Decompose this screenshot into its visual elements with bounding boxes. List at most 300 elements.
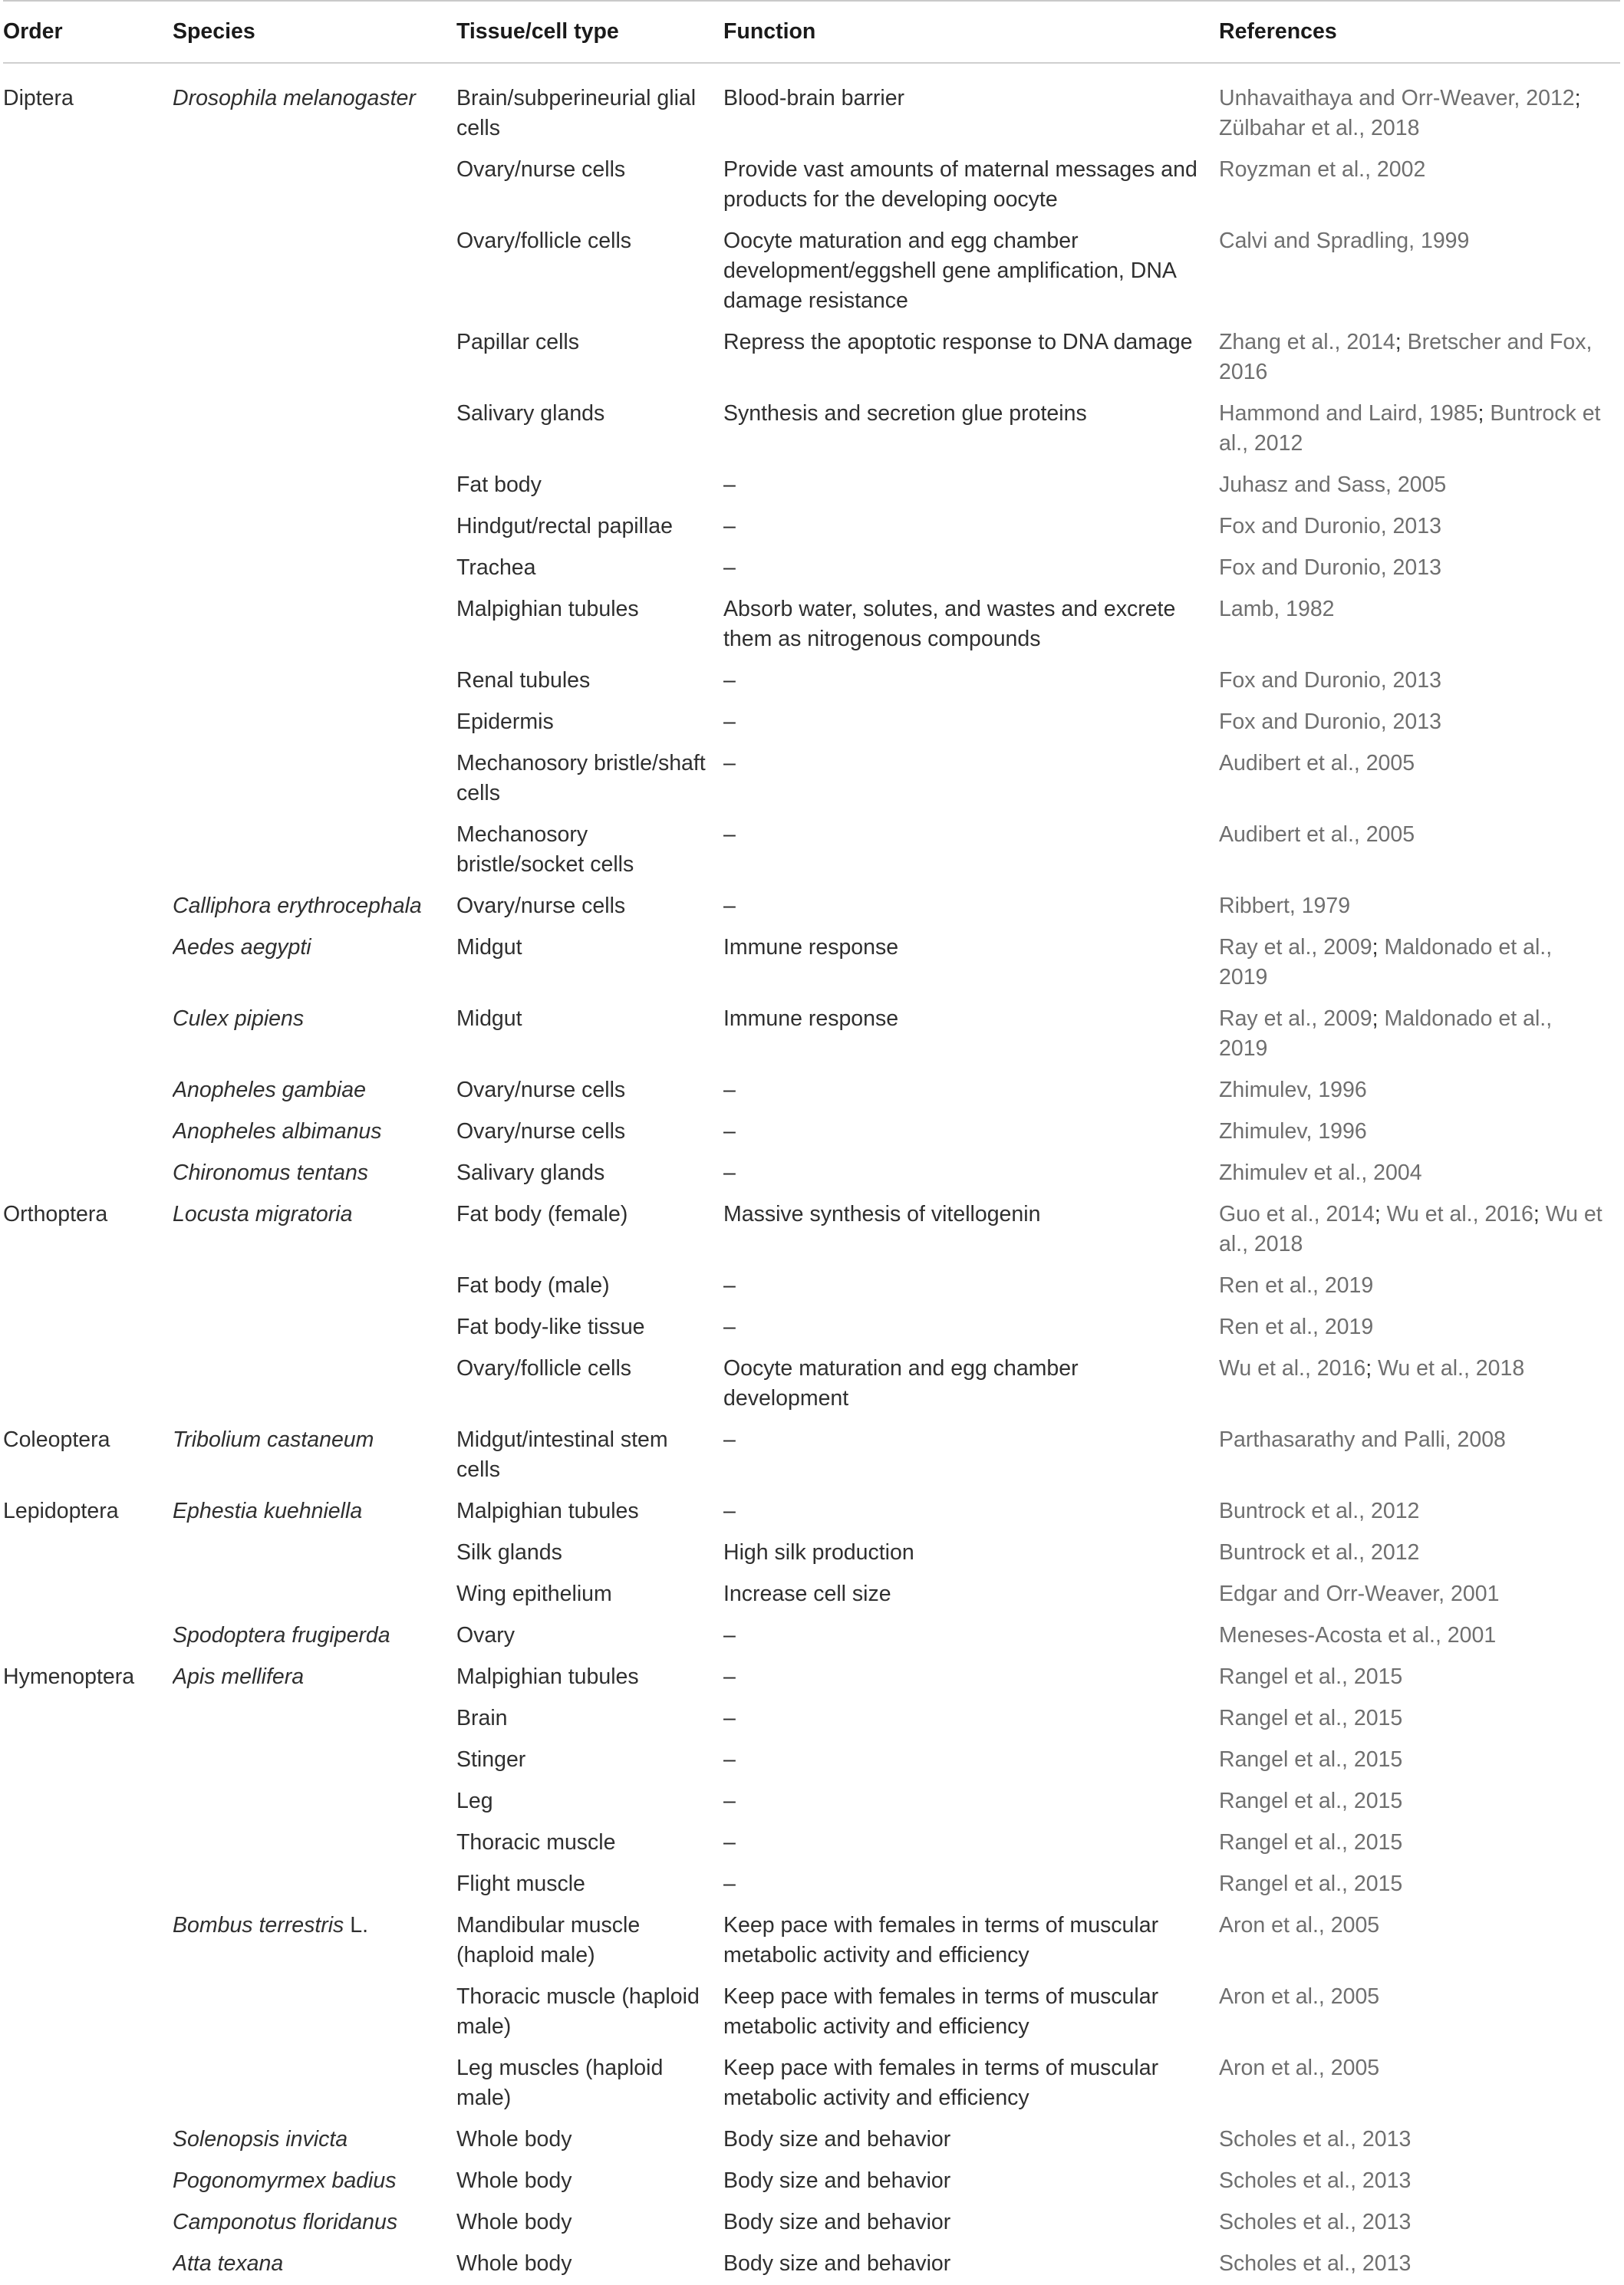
species-cell xyxy=(173,1781,456,1822)
order-cell xyxy=(3,1698,173,1740)
function-cell: Immune response xyxy=(723,1006,899,1031)
table-row xyxy=(3,1822,1620,1864)
references-cell xyxy=(1219,2202,1620,2244)
references-cell xyxy=(1219,1111,1620,1153)
species-cell xyxy=(173,2119,456,2161)
tissue-cell: Malpighian tubules xyxy=(456,1499,639,1523)
table-row xyxy=(3,1615,1620,1657)
reference-link[interactable]: Wu et al., 2016 xyxy=(1219,1356,1366,1381)
table-row xyxy=(3,1111,1620,1153)
tissue-cell: Whole body xyxy=(456,2251,572,2276)
species-cell xyxy=(173,743,456,815)
table-row xyxy=(3,1977,1620,2048)
table-row xyxy=(3,1864,1620,1905)
species-name: Ephestia kuehniella xyxy=(173,1499,363,1523)
tissue-cell: Whole body xyxy=(456,2168,572,2193)
table-row xyxy=(3,465,1620,506)
tissue-cell: Malpighian tubules xyxy=(456,597,639,621)
reference-link[interactable]: Parthasarathy and Palli, 2008 xyxy=(1219,1427,1506,1452)
reference-link[interactable]: Wu et al., 2018 xyxy=(1219,1202,1603,1256)
header-row xyxy=(3,1,1620,63)
data-table xyxy=(3,0,1620,2285)
reference-link[interactable]: Juhasz and Sass, 2005 xyxy=(1219,472,1447,497)
order-cell xyxy=(3,1615,173,1657)
function-cell: – xyxy=(723,1872,736,1896)
table-row xyxy=(3,1657,1620,1698)
reference-link[interactable]: Ren et al., 2019 xyxy=(1219,1315,1374,1339)
species-cell xyxy=(173,1307,456,1348)
reference-separator: ; xyxy=(1365,1356,1379,1381)
reference-link[interactable]: Fox and Duronio, 2013 xyxy=(1219,514,1441,538)
order-cell xyxy=(3,1781,173,1822)
tissue-cell: Ovary/nurse cells xyxy=(456,894,626,918)
table-row xyxy=(3,1307,1620,1348)
function-cell: – xyxy=(723,1830,736,1855)
species-name: Spodoptera frugiperda xyxy=(173,1623,390,1648)
references-cell xyxy=(1219,743,1620,815)
species-name: Bombus terrestris xyxy=(173,1913,344,1938)
function-cell: – xyxy=(723,1706,736,1730)
table-row xyxy=(3,393,1620,465)
references-cell xyxy=(1219,999,1620,1070)
references-cell xyxy=(1219,506,1620,548)
reference-link[interactable]: Rangel et al., 2015 xyxy=(1219,1872,1403,1896)
function-cell: Keep pace with females in terms of muscular metabolic activity and efficiency xyxy=(723,2056,1159,2110)
reference-link[interactable]: Edgar and Orr-Weaver, 2001 xyxy=(1219,1582,1500,1606)
reference-link[interactable]: Buntrock et al., 2012 xyxy=(1219,1540,1420,1565)
table-row xyxy=(3,815,1620,886)
species-cell xyxy=(173,1070,456,1111)
reference-link[interactable]: Royzman et al., 2002 xyxy=(1219,157,1426,182)
tissue-cell: Brain/subperineurial glial cells xyxy=(456,86,697,140)
references-cell xyxy=(1219,1657,1620,1698)
species-cell xyxy=(173,999,456,1070)
table-header xyxy=(3,1,1620,63)
function-cell: Oocyte maturation and egg chamber development xyxy=(723,1356,1079,1411)
species-cell xyxy=(173,1864,456,1905)
species-cell xyxy=(173,1740,456,1781)
references-cell xyxy=(1219,1070,1620,1111)
species-name: Culex pipiens xyxy=(173,1006,305,1031)
species-cell xyxy=(173,589,456,660)
tissue-cell: Trachea xyxy=(456,555,536,580)
reference-separator: ; xyxy=(1374,1202,1387,1226)
order-cell xyxy=(3,927,173,999)
order-cell xyxy=(3,1070,173,1111)
species-cell xyxy=(173,927,456,999)
table-row xyxy=(3,1266,1620,1307)
header-order: Order xyxy=(3,19,63,44)
reference-link[interactable]: Aron et al., 2005 xyxy=(1219,1913,1380,1938)
tissue-cell: Ovary/nurse cells xyxy=(456,1078,626,1102)
reference-link[interactable]: Scholes et al., 2013 xyxy=(1219,2251,1412,2276)
function-cell: – xyxy=(723,822,736,847)
table-row xyxy=(3,1153,1620,1194)
tissue-cell: Fat body xyxy=(456,472,542,497)
header-references: References xyxy=(1219,19,1337,44)
tissue-cell: Flight muscle xyxy=(456,1872,585,1896)
table-row xyxy=(3,221,1620,322)
reference-link[interactable]: Rangel et al., 2015 xyxy=(1219,1706,1403,1730)
function-cell: – xyxy=(723,1623,736,1648)
references-cell xyxy=(1219,1194,1620,1266)
function-cell: Provide vast amounts of maternal messages and products for the developing oocyte xyxy=(723,157,1197,212)
references-cell xyxy=(1219,63,1620,150)
table-row xyxy=(3,1491,1620,1533)
function-cell: Body size and behavior xyxy=(723,2168,951,2193)
tissue-cell: Midgut/intestinal stem cells xyxy=(456,1427,668,1482)
order-cell: Coleoptera xyxy=(3,1427,110,1452)
order-cell xyxy=(3,1740,173,1781)
species-cell xyxy=(173,506,456,548)
order-cell xyxy=(3,589,173,660)
species-name: Atta texana xyxy=(173,2251,284,2276)
table-row xyxy=(3,1420,1620,1491)
reference-link[interactable]: Maldonado et al., 2019 xyxy=(1219,935,1553,989)
function-cell: Massive synthesis of vitellogenin xyxy=(723,1202,1041,1226)
species-cell xyxy=(173,1491,456,1533)
order-cell xyxy=(3,743,173,815)
function-cell: – xyxy=(723,894,736,918)
reference-link[interactable]: Zhang et al., 2014 xyxy=(1219,330,1395,354)
reference-separator: ; xyxy=(1533,1202,1546,1226)
species-cell xyxy=(173,1420,456,1491)
tissue-cell: Stinger xyxy=(456,1747,526,1772)
tissue-cell: Fat body-like tissue xyxy=(456,1315,645,1339)
reference-link[interactable]: Rangel et al., 2015 xyxy=(1219,1789,1403,1813)
reference-link[interactable]: Hammond and Laird, 1985 xyxy=(1219,401,1478,426)
table-row xyxy=(3,1533,1620,1574)
tissue-cell: Midgut xyxy=(456,1006,522,1031)
header-tissue: Tissue/cell type xyxy=(456,19,619,44)
header-function: Function xyxy=(723,19,816,44)
reference-link[interactable]: Calvi and Spradling, 1999 xyxy=(1219,229,1470,253)
table-row xyxy=(3,2202,1620,2244)
table-row xyxy=(3,1194,1620,1266)
tissue-cell: Fat body (male) xyxy=(456,1273,610,1298)
species-name: Locusta migratoria xyxy=(173,1202,353,1226)
table-row xyxy=(3,660,1620,702)
species-cell xyxy=(173,1905,456,1977)
tissue-cell: Leg muscles (haploid male) xyxy=(456,2056,664,2110)
function-cell: Repress the apoptotic response to DNA damage xyxy=(723,330,1193,354)
species-cell xyxy=(173,886,456,927)
function-cell: Absorb water, solutes, and wastes and excrete them as nitrogenous compounds xyxy=(723,597,1176,651)
reference-link[interactable]: Aron et al., 2005 xyxy=(1219,2056,1380,2080)
species-cell xyxy=(173,660,456,702)
function-cell: – xyxy=(723,1747,736,1772)
references-cell xyxy=(1219,2048,1620,2119)
order-cell xyxy=(3,815,173,886)
tissue-cell: Wing epithelium xyxy=(456,1582,612,1606)
table-body xyxy=(3,63,1620,2285)
species-cell xyxy=(173,150,456,221)
reference-link[interactable]: Buntrock et al., 2012 xyxy=(1219,1499,1420,1523)
species-author: L. xyxy=(344,1913,368,1938)
table-row xyxy=(3,63,1620,150)
function-cell: Keep pace with females in terms of muscular metabolic activity and efficiency xyxy=(723,1984,1159,2039)
order-cell xyxy=(3,1153,173,1194)
table-row xyxy=(3,927,1620,999)
tissue-cell: Ovary xyxy=(456,1623,516,1648)
species-name: Solenopsis invicta xyxy=(173,2127,348,2152)
tissue-cell: Salivary glands xyxy=(456,1161,605,1185)
species-name: Anopheles albimanus xyxy=(173,1119,382,1144)
references-cell xyxy=(1219,1574,1620,1615)
species-cell xyxy=(173,815,456,886)
order-cell xyxy=(3,1905,173,1977)
function-cell: Body size and behavior xyxy=(723,2251,951,2276)
order-cell xyxy=(3,221,173,322)
function-cell: Immune response xyxy=(723,935,899,960)
tissue-cell: Whole body xyxy=(456,2210,572,2234)
references-cell xyxy=(1219,1533,1620,1574)
reference-link[interactable]: Wu et al., 2018 xyxy=(1378,1356,1525,1381)
references-cell xyxy=(1219,927,1620,999)
function-cell: – xyxy=(723,668,736,693)
species-cell xyxy=(173,1266,456,1307)
species-name: Chironomus tentans xyxy=(173,1161,369,1185)
header-species: Species xyxy=(173,19,255,44)
reference-link[interactable]: Scholes et al., 2013 xyxy=(1219,2127,1412,2152)
species-name: Calliphora erythrocephala xyxy=(173,894,422,918)
table-row xyxy=(3,1781,1620,1822)
references-cell xyxy=(1219,1781,1620,1822)
tissue-cell: Mechanosory bristle/shaft cells xyxy=(456,751,706,805)
references-cell xyxy=(1219,589,1620,660)
reference-link[interactable]: Ray et al., 2009 xyxy=(1219,1006,1372,1031)
tissue-cell: Malpighian tubules xyxy=(456,1664,639,1689)
species-name: Anopheles gambiae xyxy=(173,1078,366,1102)
function-cell: High silk production xyxy=(723,1540,914,1565)
reference-link[interactable]: Scholes et al., 2013 xyxy=(1219,2210,1412,2234)
references-cell xyxy=(1219,1348,1620,1420)
references-cell xyxy=(1219,702,1620,743)
reference-link[interactable]: Zülbahar et al., 2018 xyxy=(1219,116,1420,140)
species-name: Drosophila melanogaster xyxy=(173,86,416,110)
table-row xyxy=(3,1574,1620,1615)
function-cell: Body size and behavior xyxy=(723,2210,951,2234)
species-cell xyxy=(173,548,456,589)
order-cell xyxy=(3,1348,173,1420)
reference-link[interactable]: Zhimulev et al., 2004 xyxy=(1219,1161,1422,1185)
tissue-cell: Ovary/nurse cells xyxy=(456,157,626,182)
tissue-cell: Salivary glands xyxy=(456,401,605,426)
references-cell xyxy=(1219,660,1620,702)
order-cell: Hymenoptera xyxy=(3,1664,135,1689)
reference-link[interactable]: Maldonado et al., 2019 xyxy=(1219,1006,1553,1061)
reference-link[interactable]: Audibert et al., 2005 xyxy=(1219,822,1415,847)
reference-link[interactable]: Fox and Duronio, 2013 xyxy=(1219,668,1441,693)
tissue-cell: Silk glands xyxy=(456,1540,562,1565)
order-cell xyxy=(3,322,173,393)
references-cell xyxy=(1219,322,1620,393)
order-cell xyxy=(3,1822,173,1864)
tissue-cell: Renal tubules xyxy=(456,668,591,693)
references-cell xyxy=(1219,1615,1620,1657)
tissue-cell: Mechanosory bristle/socket cells xyxy=(456,822,634,877)
reference-separator: ; xyxy=(1372,1006,1385,1031)
tissue-cell: Ovary/follicle cells xyxy=(456,229,632,253)
tissue-cell: Midgut xyxy=(456,935,522,960)
species-cell xyxy=(173,1153,456,1194)
function-cell: – xyxy=(723,1273,736,1298)
function-cell: – xyxy=(723,472,736,497)
function-cell: – xyxy=(723,555,736,580)
tissue-cell: Ovary/nurse cells xyxy=(456,1119,626,1144)
order-cell xyxy=(3,2119,173,2161)
references-cell xyxy=(1219,2244,1620,2285)
order-cell xyxy=(3,393,173,465)
species-name: Apis mellifera xyxy=(173,1664,305,1689)
function-cell: – xyxy=(723,751,736,775)
species-cell xyxy=(173,1194,456,1266)
references-cell xyxy=(1219,1740,1620,1781)
function-cell: – xyxy=(723,1078,736,1102)
order-cell xyxy=(3,465,173,506)
reference-link[interactable]: Lamb, 1982 xyxy=(1219,597,1335,621)
function-cell: Keep pace with females in terms of muscular metabolic activity and efficiency xyxy=(723,1913,1159,1967)
species-cell xyxy=(173,221,456,322)
tissue-cell: Ovary/follicle cells xyxy=(456,1356,632,1381)
references-cell xyxy=(1219,1905,1620,1977)
table-row xyxy=(3,1348,1620,1420)
table-row xyxy=(3,589,1620,660)
order-cell xyxy=(3,999,173,1070)
function-cell: – xyxy=(723,1427,736,1452)
table-row xyxy=(3,1698,1620,1740)
reference-link[interactable]: Rangel et al., 2015 xyxy=(1219,1664,1403,1689)
tissue-cell: Epidermis xyxy=(456,710,554,734)
reference-separator: ; xyxy=(1477,401,1491,426)
table-row xyxy=(3,506,1620,548)
references-cell xyxy=(1219,150,1620,221)
table-row xyxy=(3,1740,1620,1781)
function-cell: – xyxy=(723,1789,736,1813)
species-name: Aedes aegypti xyxy=(173,935,311,960)
species-cell xyxy=(173,2244,456,2285)
species-cell xyxy=(173,63,456,150)
species-cell xyxy=(173,1698,456,1740)
references-cell xyxy=(1219,1420,1620,1491)
reference-link[interactable]: Ribbert, 1979 xyxy=(1219,894,1351,918)
reference-link[interactable]: Guo et al., 2014 xyxy=(1219,1202,1375,1226)
function-cell: Blood-brain barrier xyxy=(723,86,905,110)
order-cell xyxy=(3,1533,173,1574)
species-cell xyxy=(173,2161,456,2202)
references-cell xyxy=(1219,1698,1620,1740)
reference-link[interactable]: Ren et al., 2019 xyxy=(1219,1273,1374,1298)
reference-link[interactable]: Wu et al., 2016 xyxy=(1386,1202,1533,1226)
species-name: Tribolium castaneum xyxy=(173,1427,374,1452)
order-cell xyxy=(3,2202,173,2244)
reference-link[interactable]: Audibert et al., 2005 xyxy=(1219,751,1415,775)
references-cell xyxy=(1219,2161,1620,2202)
references-cell xyxy=(1219,1864,1620,1905)
reference-separator: ; xyxy=(1372,935,1385,960)
order-cell: Diptera xyxy=(3,86,74,110)
references-cell xyxy=(1219,2119,1620,2161)
references-cell xyxy=(1219,548,1620,589)
reference-link[interactable]: Zhimulev, 1996 xyxy=(1219,1078,1367,1102)
reference-link[interactable]: Buntrock et al., 2012 xyxy=(1219,401,1601,456)
order-cell xyxy=(3,1977,173,2048)
table-row xyxy=(3,886,1620,927)
references-cell xyxy=(1219,1307,1620,1348)
reference-link[interactable]: Fox and Duronio, 2013 xyxy=(1219,710,1441,734)
tissue-cell: Leg xyxy=(456,1789,493,1813)
order-cell xyxy=(3,2161,173,2202)
species-cell xyxy=(173,465,456,506)
function-cell: – xyxy=(723,1119,736,1144)
function-cell: Increase cell size xyxy=(723,1582,891,1606)
references-cell xyxy=(1219,1266,1620,1307)
function-cell: – xyxy=(723,1161,736,1185)
species-cell xyxy=(173,1615,456,1657)
reference-separator: ; xyxy=(1574,86,1581,110)
tissue-cell: Papillar cells xyxy=(456,330,579,354)
references-cell xyxy=(1219,1153,1620,1194)
function-cell: – xyxy=(723,1499,736,1523)
function-cell: – xyxy=(723,1664,736,1689)
reference-link[interactable]: Scholes et al., 2013 xyxy=(1219,2168,1412,2193)
table-row xyxy=(3,1070,1620,1111)
reference-link[interactable]: Fox and Duronio, 2013 xyxy=(1219,555,1441,580)
reference-link[interactable]: Meneses-Acosta et al., 2001 xyxy=(1219,1623,1497,1648)
table-row xyxy=(3,702,1620,743)
reference-link[interactable]: Zhimulev, 1996 xyxy=(1219,1119,1367,1144)
table-row xyxy=(3,548,1620,589)
tissue-cell: Hindgut/rectal papillae xyxy=(456,514,674,538)
reference-link[interactable]: Bretscher and Fox, 2016 xyxy=(1219,330,1593,384)
species-cell xyxy=(173,393,456,465)
order-cell xyxy=(3,660,173,702)
species-cell xyxy=(173,1657,456,1698)
references-cell xyxy=(1219,886,1620,927)
species-name: Camponotus floridanus xyxy=(173,2210,398,2234)
table-row xyxy=(3,1905,1620,1977)
table-row xyxy=(3,743,1620,815)
references-cell xyxy=(1219,393,1620,465)
references-cell xyxy=(1219,1977,1620,2048)
order-cell xyxy=(3,702,173,743)
reference-link[interactable]: Aron et al., 2005 xyxy=(1219,1984,1380,2009)
table-row xyxy=(3,2161,1620,2202)
function-cell: Synthesis and secretion glue proteins xyxy=(723,401,1087,426)
reference-link[interactable]: Rangel et al., 2015 xyxy=(1219,1830,1403,1855)
order-cell xyxy=(3,150,173,221)
reference-separator: ; xyxy=(1395,330,1408,354)
order-cell xyxy=(3,1574,173,1615)
order-cell xyxy=(3,2048,173,2119)
reference-link[interactable]: Ray et al., 2009 xyxy=(1219,935,1372,960)
references-cell xyxy=(1219,221,1620,322)
tissue-cell: Brain xyxy=(456,1706,508,1730)
species-cell xyxy=(173,2048,456,2119)
order-cell xyxy=(3,506,173,548)
table-row xyxy=(3,2244,1620,2285)
reference-link[interactable]: Unhavaithaya and Orr-Weaver, 2012 xyxy=(1219,86,1575,110)
tissue-cell: Mandibular muscle (haploid male) xyxy=(456,1913,641,1967)
order-cell: Orthoptera xyxy=(3,1202,108,1226)
species-name: Pogonomyrmex badius xyxy=(173,2168,397,2193)
tissue-cell: Fat body (female) xyxy=(456,1202,628,1226)
function-cell: Body size and behavior xyxy=(723,2127,951,2152)
table-row xyxy=(3,2119,1620,2161)
order-cell xyxy=(3,886,173,927)
tissue-cell: Whole body xyxy=(456,2127,572,2152)
reference-link[interactable]: Rangel et al., 2015 xyxy=(1219,1747,1403,1772)
